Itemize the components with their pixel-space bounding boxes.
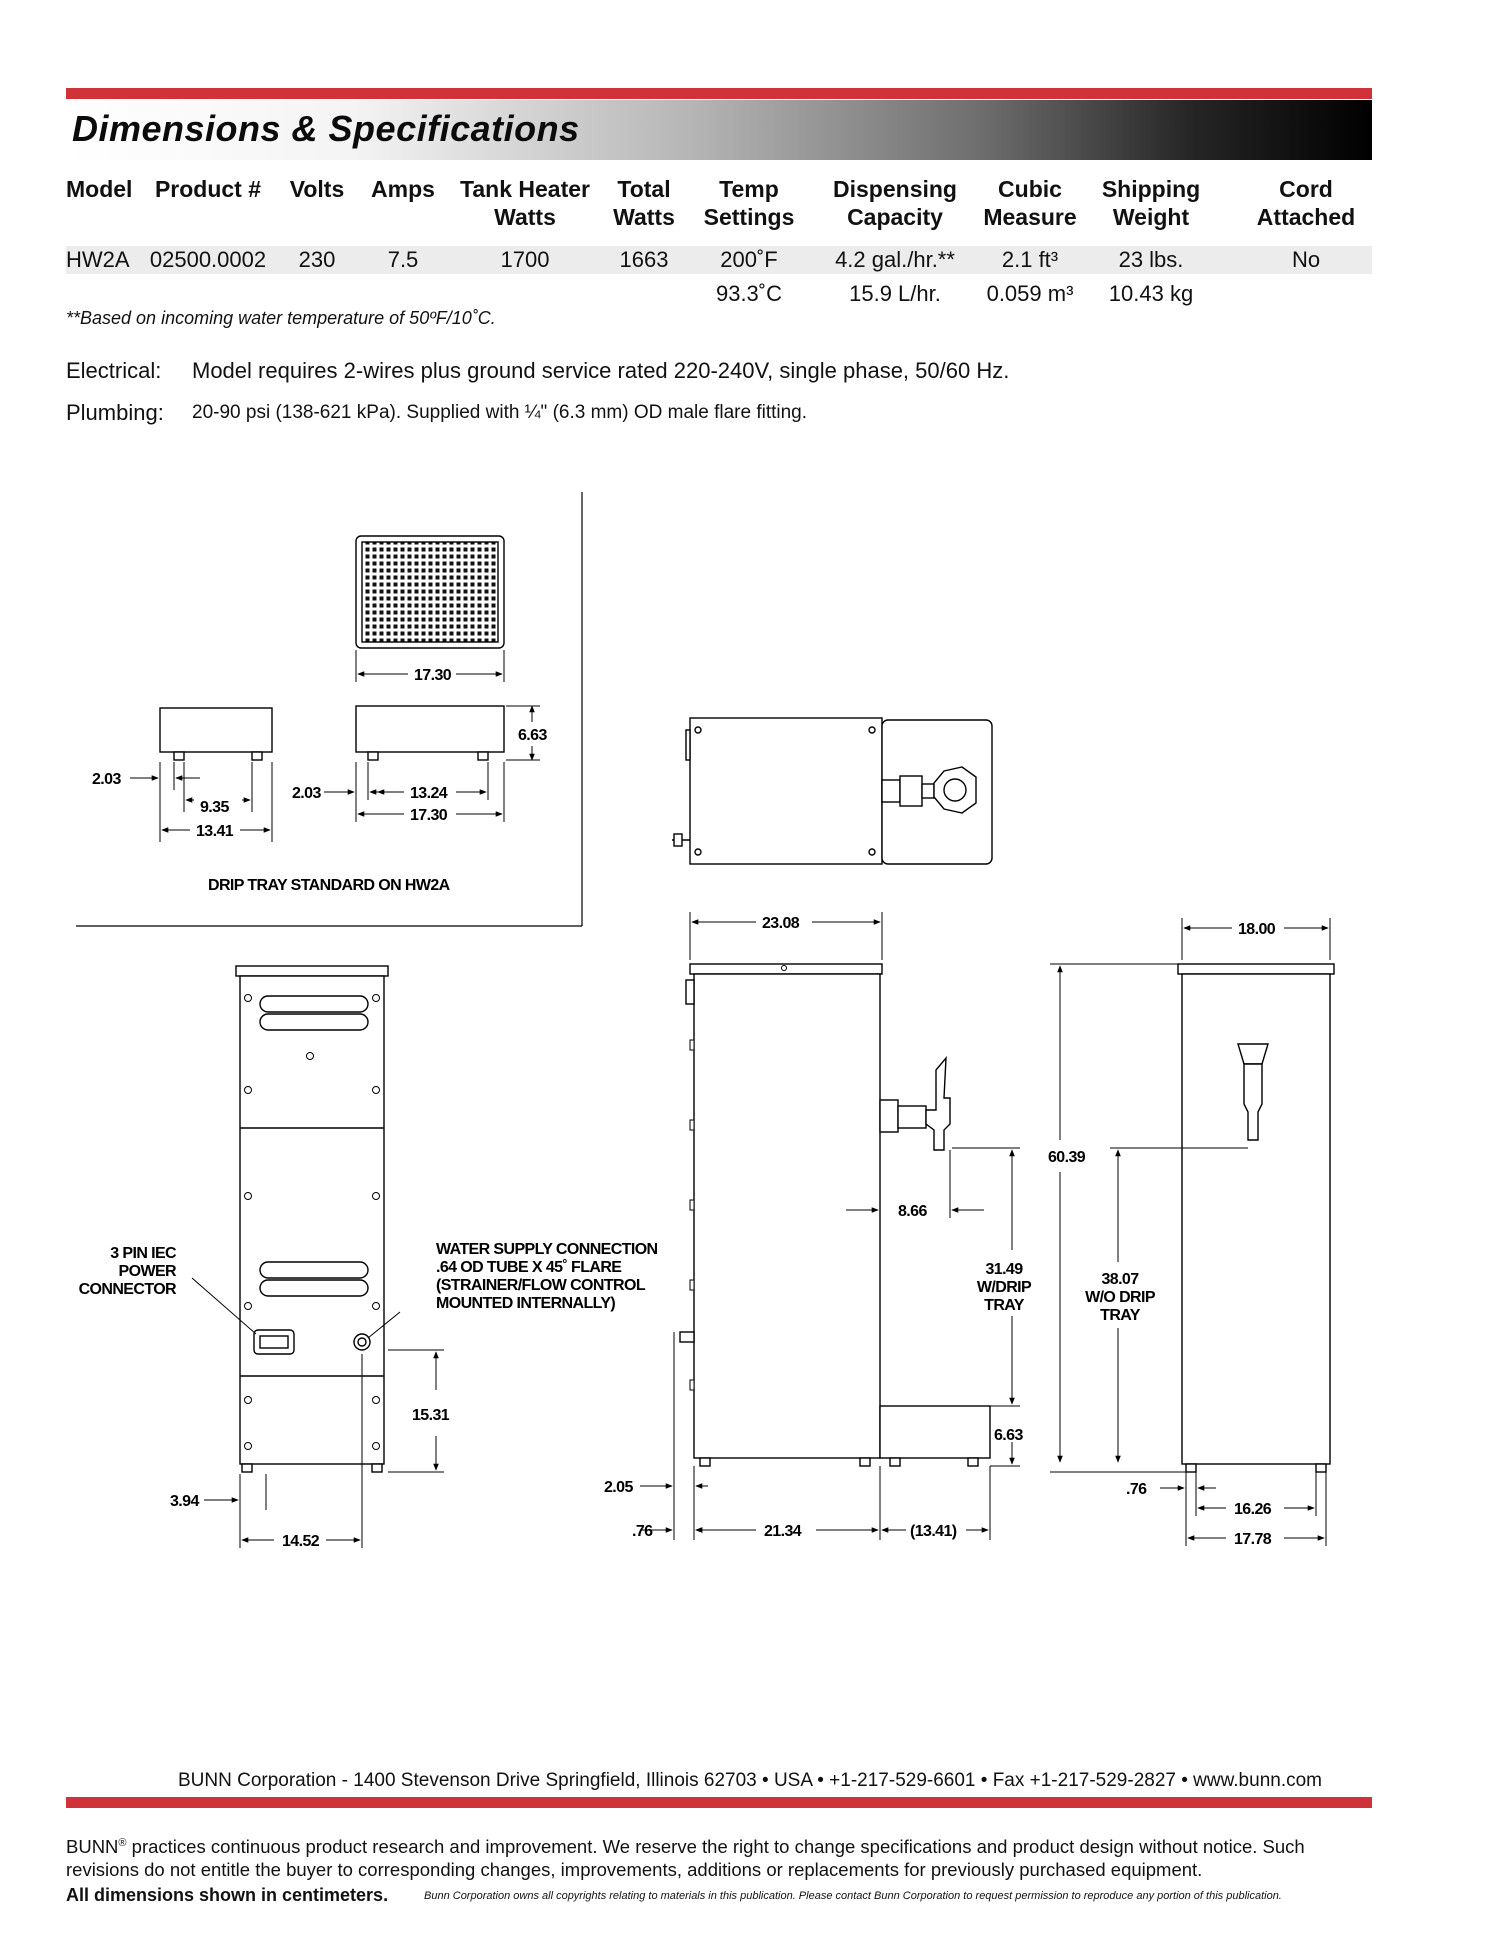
cell-weight-kg: 10.43 kg [1108, 281, 1194, 306]
side-view-unit [680, 964, 990, 1466]
cell-weight-lbs: 23 lbs. [1118, 247, 1184, 272]
power-connector-label-1: 3 PIN IEC [110, 1245, 176, 1262]
th-amps: Amps [371, 176, 435, 202]
th-temp-settings: Temp Settings [703, 176, 795, 230]
cell-temp-c: 93.3˚C [715, 281, 783, 306]
electrical-text: Model requires 2-wires plus ground service rated 220-240V, single phase, 50/60 Hz. [192, 358, 1010, 383]
brand-name: BUNN [66, 1836, 119, 1858]
th-shipping-weight: Shipping Weight [1101, 176, 1201, 230]
side-foot-label: .76 [632, 1523, 653, 1540]
drip-tray-caption: DRIP TRAY STANDARD ON HW2A [208, 877, 450, 894]
page-title: Dimensions & Specifications [72, 108, 580, 149]
plumbing-text: 20-90 psi (138-621 kPa). Supplied with ¼" (6.3 mm) OD male flare fitting. [192, 402, 808, 423]
water-supply-label-3: (STRAINER/FLOW CONTROL [436, 1277, 645, 1294]
power-connector-label-3: CONNECTOR [78, 1281, 176, 1298]
rear-offset-label: 3.94 [170, 1493, 199, 1510]
front-height-label: 60.39 [1048, 1149, 1086, 1166]
top-view-unit [672, 718, 992, 864]
side-body-depth-label: 21.34 [764, 1523, 802, 1540]
drip-tray-inner-label: 13.24 [410, 785, 448, 802]
water-supply-label-1: WATER SUPPLY CONNECTION [436, 1241, 658, 1258]
drip-tray-outer-label: 17.30 [410, 807, 448, 824]
drip-tray-left-offset-label: 2.03 [92, 771, 121, 788]
front-foot-span-label: 16.26 [1234, 1501, 1272, 1518]
front-spout-height-sub1: W/O DRIP [1085, 1289, 1155, 1306]
footnote: **Based on incoming water temperature of 50ºF/10˚C. [66, 308, 496, 328]
side-tray-depth-label: (13.41) [910, 1523, 957, 1540]
side-tray-height-label: 6.63 [994, 1427, 1023, 1444]
drip-tray-depth-label: 13.41 [196, 823, 234, 840]
drip-tray-side-view-right [356, 706, 504, 760]
cell-amps: 7.5 [387, 247, 419, 272]
front-spout-height-label: 38.07 [1101, 1271, 1139, 1288]
th-volts: Volts [289, 176, 345, 202]
water-supply-label-2: .64 OD TUBE X 45˚ FLARE [436, 1259, 622, 1276]
drip-tray-inset-frame [76, 492, 582, 926]
plumbing-label: Plumbing: [66, 400, 164, 425]
cell-product: 02500.0002 [149, 247, 267, 272]
footer-address: BUNN Corporation - 1400 Stevenson Drive Springfield, Illinois 62703 • USA • +1-217-529-6601 • Fax +1-217-529-2827 • www.bunn.com [177, 1770, 1323, 1791]
front-foot-label: .76 [1126, 1481, 1147, 1498]
cell-cubic-ft: 2.1 ft³ [1001, 247, 1059, 272]
front-spout-height-sub2: TRAY [1100, 1307, 1140, 1324]
cell-volts: 230 [298, 247, 336, 272]
cell-capacity-l: 15.9 L/hr. [849, 281, 941, 306]
th-cubic-measure: Cubic Measure [983, 176, 1077, 230]
drip-tray-width-label: 17.30 [414, 667, 452, 684]
front-overall-width-label: 17.78 [1234, 1531, 1272, 1548]
cell-capacity-gal: 4.2 gal./hr.** [835, 247, 955, 272]
side-spout-offset-label: 8.66 [898, 1203, 927, 1220]
drip-tray-right-offset-label: 2.03 [292, 785, 321, 802]
water-supply-label-4: MOUNTED INTERNALLY) [436, 1295, 616, 1312]
cell-temp-f: 200˚F [720, 247, 778, 272]
side-spout-height-sub2: TRAY [984, 1297, 1024, 1314]
disclaimer-text: practices continuous product research and improvement. We reserve the right to change specifications and product design without notice. Such revisions do not entitle the buyer to corresponding changes, improvements, additions or replacements for previously purchased equipment. [66, 1836, 1305, 1881]
registered-mark: ® [118, 1837, 127, 1849]
rear-view-unit [236, 966, 388, 1472]
dimensions-note: All dimensions shown in centimeters. [66, 1885, 389, 1905]
th-total-watts: Total Watts [613, 176, 675, 230]
side-rear-offset-label: 2.05 [604, 1479, 633, 1496]
drip-tray-foot-span-label: 9.35 [200, 799, 229, 816]
power-connector-label-2: POWER [118, 1263, 176, 1280]
rear-connector-height-label: 15.31 [412, 1407, 450, 1424]
front-view-unit [1178, 964, 1334, 1472]
th-cord-attached: Cord Attached [1256, 176, 1356, 230]
cell-tank-heater-watts: 1700 [500, 247, 550, 272]
cell-cord: No [1291, 247, 1321, 272]
th-dispensing-capacity: Dispensing Capacity [833, 176, 957, 230]
th-model: Model [66, 176, 133, 202]
rear-width-label: 14.52 [282, 1533, 320, 1550]
cell-model: HW2A [66, 247, 130, 272]
drip-tray-height-label: 6.63 [518, 727, 547, 744]
front-width-label: 18.00 [1238, 921, 1276, 938]
drip-tray-top-view [356, 536, 504, 648]
side-spout-height-label: 31.49 [985, 1261, 1023, 1278]
footer-red-bar [66, 1797, 1372, 1808]
side-spout-height-sub1: W/DRIP [976, 1279, 1032, 1296]
footer-disclaimer [66, 1832, 1376, 1881]
electrical-label: Electrical: [66, 358, 162, 383]
cell-total-watts: 1663 [619, 247, 669, 272]
drip-tray-side-view-left [160, 708, 272, 760]
th-tank-heater-watts: Tank Heater Watts [460, 176, 590, 230]
th-product: Product # [154, 176, 262, 202]
copyright-note: Bunn Corporation owns all copyrights relating to materials in this publication. Please contact Bunn Corporation to request permission to reproduce any portion of this publication. [424, 1890, 1282, 1902]
side-depth-label: 23.08 [762, 915, 800, 932]
cell-cubic-m: 0.059 m³ [986, 281, 1074, 306]
